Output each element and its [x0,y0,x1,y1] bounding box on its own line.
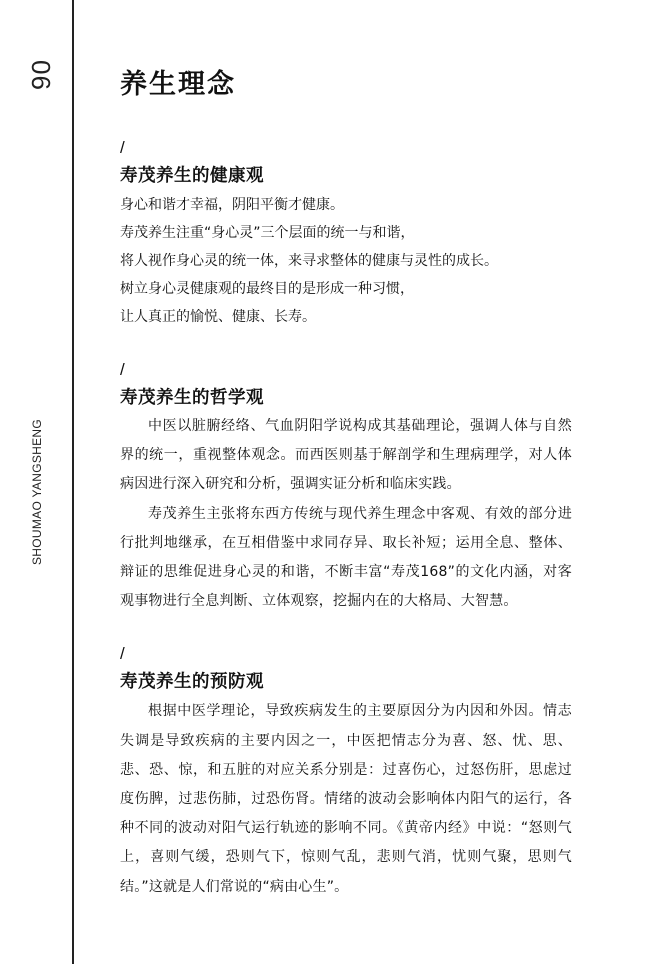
body-paragraph: 中医以脏腑经络、气血阴阳学说构成其基础理论，强调人体与自然界的统一，重视整体观念。而西医则基于解剖学和生理病理学，对人体病因进行深入研究和分析，强调实证分析和临床实践。 [120,418,572,493]
body-line: 寿茂养生注重“身心灵”三个层面的统一与和谐， [120,225,415,241]
body-paragraph: 根据中医学理论，导致疾病发生的主要原因分为内因和外因。情志失调是导致疾病的主要内因之一，中医把情志分为喜、怒、忧、思、悲、恐、惊，和五脏的对应关系分别是：过喜伤心，过怒伤肝，思虑过度伤脾，过悲伤肺，过恐伤肾。情绪的波动会影响体内阳气的运行，各种不同的波动对阳气运行轨迹的影响不同。《黄帝内经》中说：“怒则气上，喜则气缓，恐则气下，惊则气乱，悲则气消，忧则气聚，思则气结。”这就是人们常说的“病由心生”。 [120,703,572,895]
section-body [120,191,572,331]
body-line: 让人真正的愉悦、健康、长寿。 [120,309,316,325]
section-prevention-view [120,643,572,901]
section-philosophy-view [120,359,572,616]
page-title: 养生理念 [120,69,236,100]
body-line: 身心和谐才幸福，阴阳平衡才健康。 [120,197,344,213]
section-slash: / [120,360,125,379]
body-line: 将人视作身心灵的统一体，来寻求整体的健康与灵性的成长。 [120,253,498,269]
section-heading: 寿茂养生的预防观 [120,672,264,693]
running-head: SHOUMAO YANGSHENG [30,418,44,565]
section-heading: 寿茂养生的哲学观 [120,388,264,408]
section-heading: 寿茂养生的健康观 [120,166,264,186]
margin-rule [72,0,74,964]
section-health-view [120,137,572,331]
body-line: 树立身心灵健康观的最终目的是形成一种习惯， [120,281,414,297]
section-slash: / [120,138,125,157]
body-paragraph: 寿茂养生主张将东西方传统与现代养生理念中客观、有效的部分进行批判地继承，在互相借鉴中求同存异、取长补短；运用全息、整体、辩证的思维促进身心灵的和谐，不断丰富“寿茂168”的文化内涵，对客观事物进行全息判断、立体观察，挖掘内在的大格局、大智慧。 [120,505,572,610]
page-number: 06 [26,60,56,91]
main-content [120,60,572,902]
section-slash: / [120,644,125,664]
